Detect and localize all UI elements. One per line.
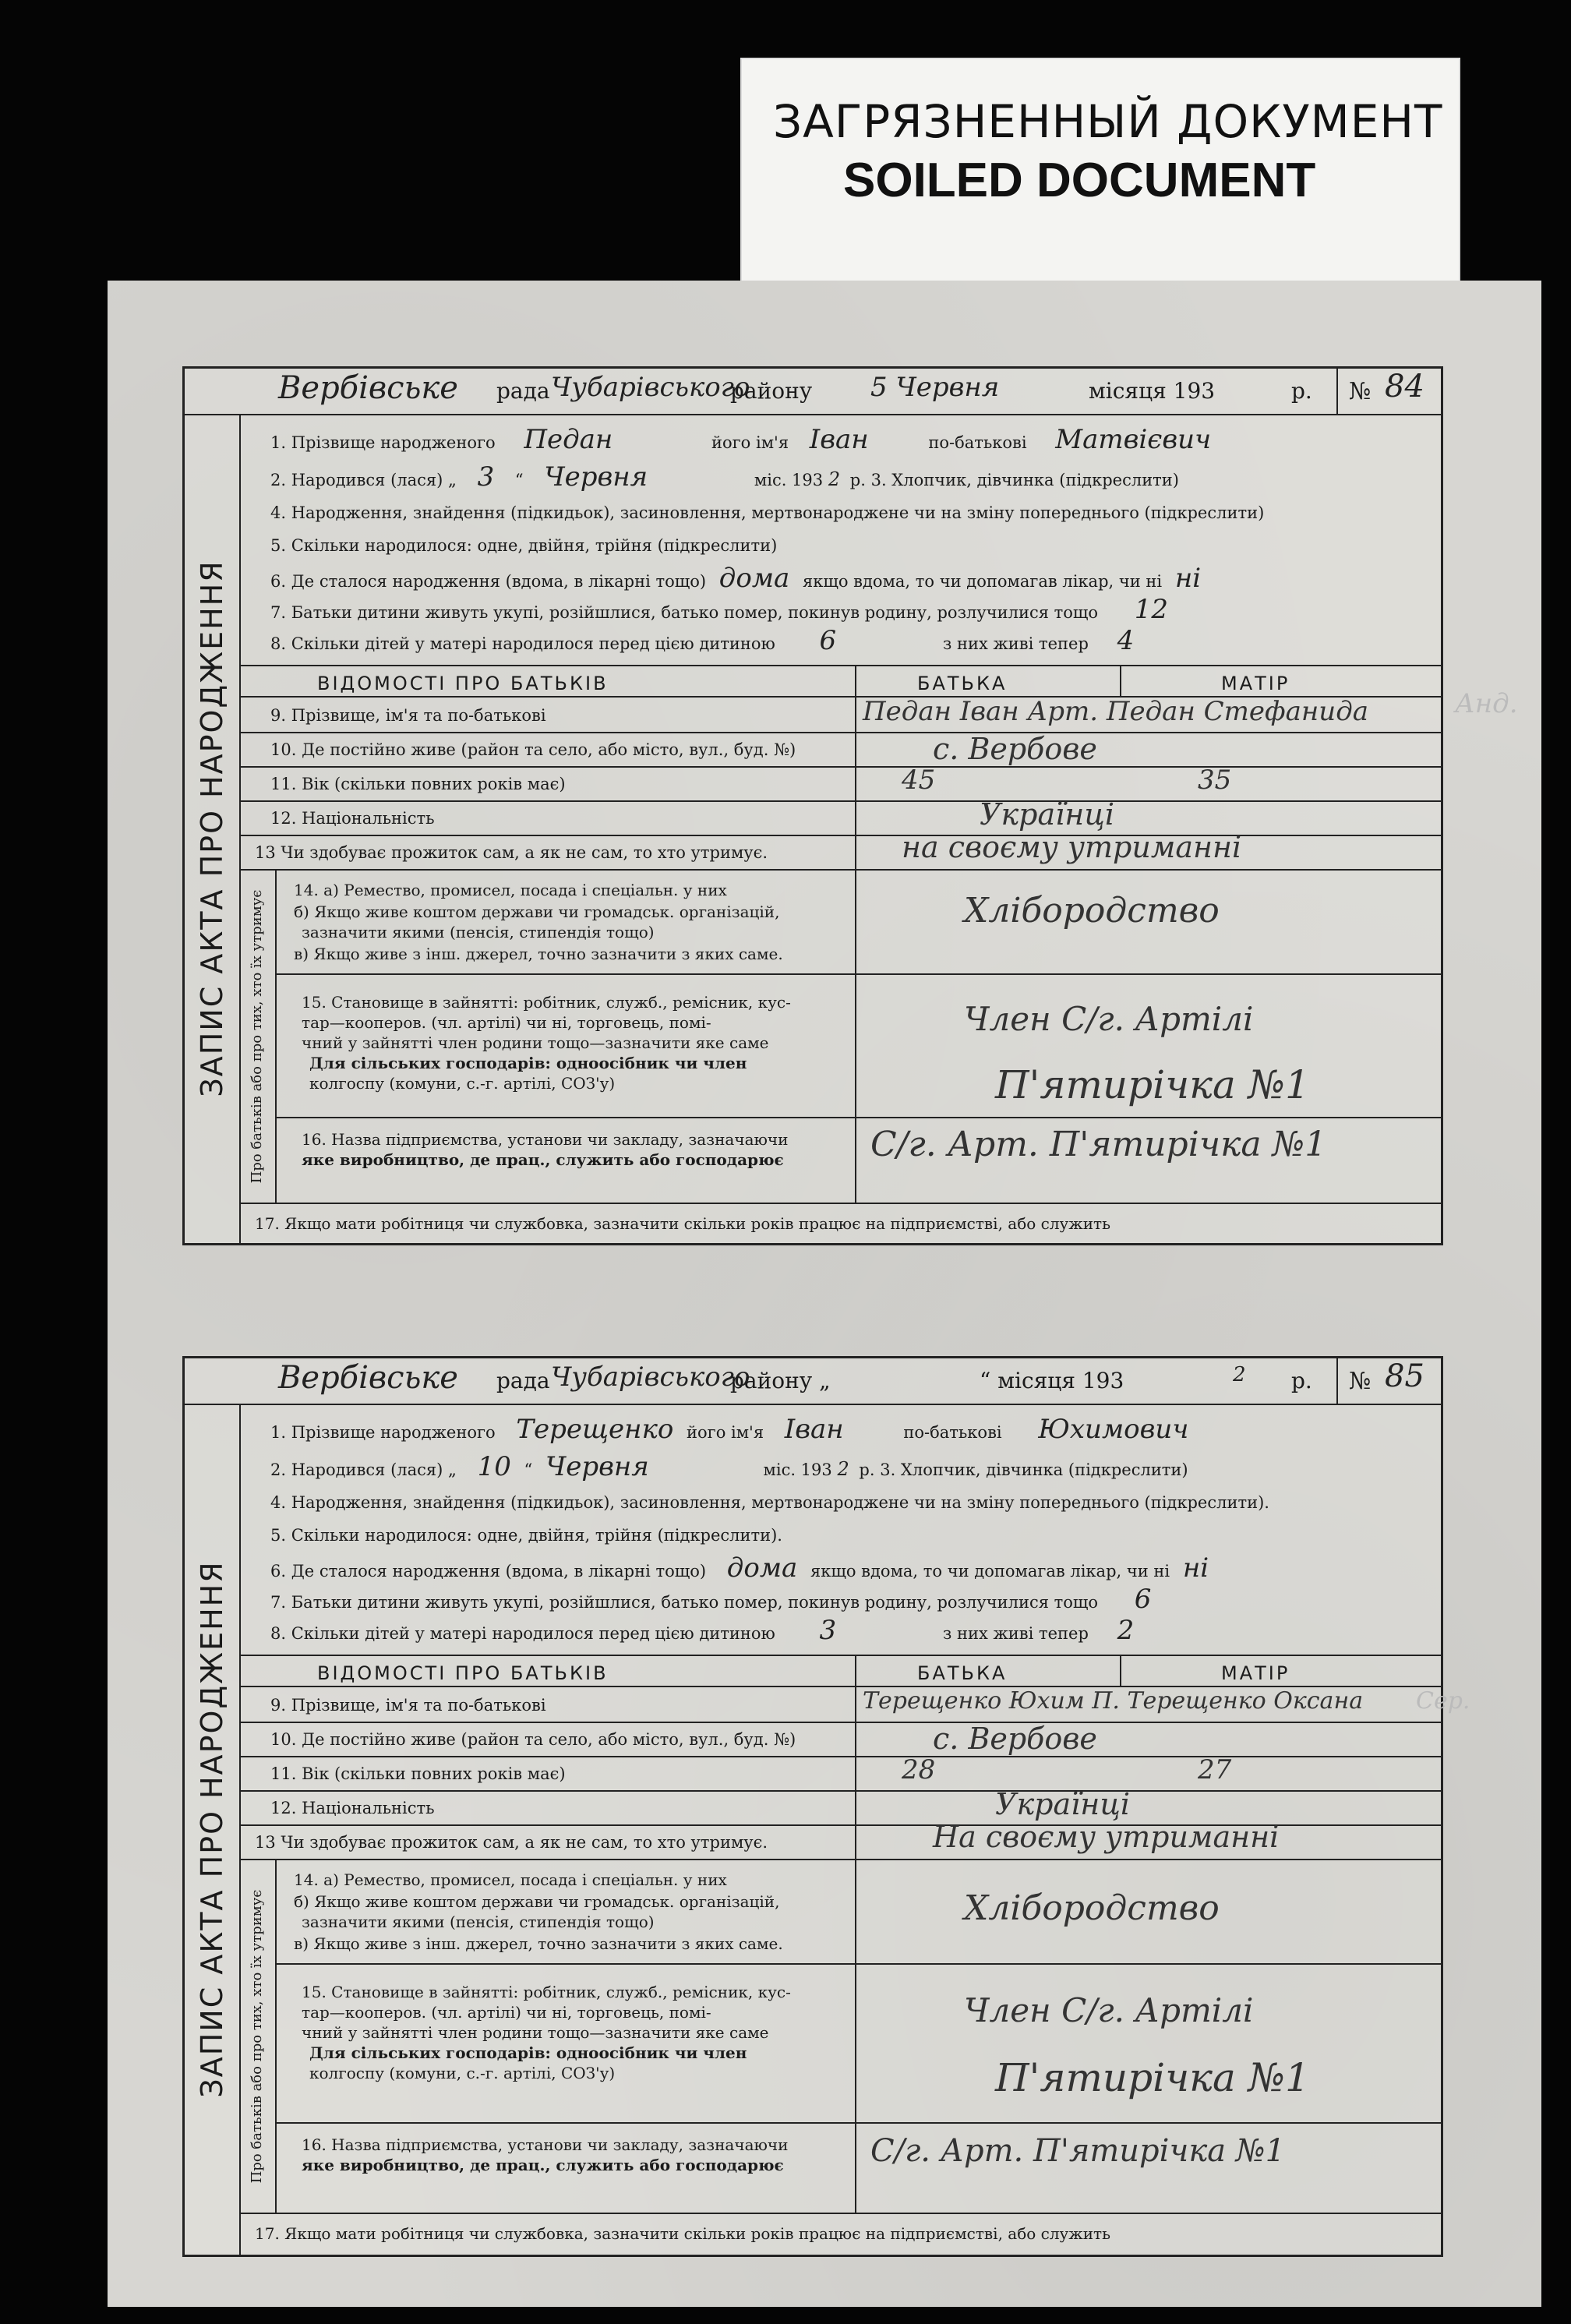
value-parents-names: Терещенко Юхим П. Терещенко Оксана xyxy=(863,1687,1364,1715)
label-children-before: 8. Скільки дітей у матері народилося перед цією дитиною xyxy=(270,1624,775,1643)
row-8 xyxy=(270,625,1135,656)
label-month: міс. 193 xyxy=(754,471,824,489)
section-divider xyxy=(239,665,1441,666)
row-15e: колгоспу (комуни, с.-г. артілі, СОЗ'у) xyxy=(309,1074,616,1093)
parents-subsidebar xyxy=(239,869,277,1204)
row-1 xyxy=(270,1414,1189,1445)
birth-record-85 xyxy=(182,1356,1470,2257)
rada-value: Вербівське xyxy=(278,1360,458,1396)
number-value: 85 xyxy=(1385,1358,1424,1394)
label-place: 6. Де сталося народження (вдома, в лікарні тощо) xyxy=(270,1562,707,1581)
row-line xyxy=(239,869,1441,871)
value-employment-2: П'ятирічка №1 xyxy=(995,2055,1310,2100)
day-value: 5 Червня xyxy=(870,372,1000,403)
value-month: Червня xyxy=(544,461,648,493)
value-alive-now: 4 xyxy=(1117,625,1135,656)
row-14a: 14. а) Ремество, промисел, посада і спеціальн. у них xyxy=(294,881,727,899)
value-alive-now: 2 xyxy=(1117,1615,1135,1646)
value-year: 2 xyxy=(828,468,841,490)
value-doctor: ні xyxy=(1174,563,1202,594)
label-doctor: якщо вдома, то чи допомагав лікар, чи ні xyxy=(802,572,1163,591)
value-surname: Терещенко xyxy=(516,1414,674,1445)
row-line xyxy=(239,766,1441,768)
row-1 xyxy=(270,424,1212,455)
value-day: 10 xyxy=(477,1451,511,1482)
value-parents-names-overflow: Анд. xyxy=(1455,688,1518,719)
row-line xyxy=(239,835,1441,836)
value-nationality: Українці xyxy=(980,797,1114,832)
row-14a: 14. а) Ремество, промисел, посада і спеціальн. у них xyxy=(294,1870,727,1889)
value-month: Червня xyxy=(545,1451,649,1482)
row-line xyxy=(275,1117,1441,1118)
stamp-english-text: SOILED DOCUMENT xyxy=(843,154,1316,207)
row-line xyxy=(275,973,1441,975)
district-label: району xyxy=(730,378,813,404)
row-line xyxy=(275,2122,1441,2124)
row-15e: колгоспу (комуни, с.-г. артілі, СОЗ'у) xyxy=(309,2064,616,2082)
label-surname: 1. Прізвище народженого xyxy=(270,1423,496,1442)
record-sidebar xyxy=(185,1404,241,2255)
row-15d: Для сільських господарів: одноосібник чи член xyxy=(309,2043,747,2062)
month-label: місяця 193 xyxy=(1089,378,1216,404)
value-parents-names: Педан Іван Арт. Педан Стефанида xyxy=(863,696,1369,727)
rada-value: Вербівське xyxy=(278,370,458,406)
rada-label: рада xyxy=(496,1368,550,1393)
row-14c: в) Якщо живе з інш. джерел, точно зазначити з яких саме. xyxy=(294,945,783,963)
label-doctor: якщо вдома, то чи допомагав лікар, чи ні xyxy=(810,1562,1170,1581)
row-2 xyxy=(270,1451,1188,1482)
row-line xyxy=(275,1963,1441,1965)
value-mother-age: 27 xyxy=(1198,1754,1232,1785)
value-father-age: 28 xyxy=(902,1754,936,1785)
row-9: 9. Прізвище, ім'я та по-батькові xyxy=(270,1696,546,1715)
year-value: 2 xyxy=(1233,1363,1246,1386)
value-residence: с. Вербове xyxy=(933,732,1097,766)
value-name: Іван xyxy=(784,1414,844,1445)
record-header xyxy=(185,369,1441,415)
value-children-before: 6 xyxy=(819,625,837,656)
row-line xyxy=(239,1203,1441,1204)
value-occupation: Хлібородство xyxy=(964,1888,1220,1928)
row-11: 11. Вік (скільки повних років має) xyxy=(270,1764,566,1783)
value-employment-1: Член С/г. Артілі xyxy=(964,1000,1254,1038)
stamp-russian-text: ЗАГРЯЗНЕННЫЙ ДОКУМЕНТ xyxy=(773,95,1443,148)
value-place: дома xyxy=(726,1552,798,1584)
row-15a: 15. Становище в зайнятті: робітник, служб., ремісник, кус- xyxy=(302,1983,791,2001)
value-children-before: 3 xyxy=(819,1615,837,1646)
mother-column-line xyxy=(1120,1655,1121,1686)
value-nationality: Українці xyxy=(995,1787,1130,1821)
row-5: 5. Скільки народилося: одне, двійня, трійня (підкреслити) xyxy=(270,536,778,555)
year-suffix: р. xyxy=(1291,378,1312,404)
parents-header: ВІДОМОСТІ ПРО БАТЬКІВ xyxy=(317,1662,609,1684)
row-line xyxy=(239,732,1441,733)
rada-label: рада xyxy=(496,378,550,404)
row-16a: 16. Назва підприємства, установи чи закладу, зазначаючи xyxy=(302,2135,789,2154)
value-patronymic: Юхимович xyxy=(1038,1414,1189,1445)
value-parents-together: 6 xyxy=(1134,1584,1152,1615)
row-11: 11. Вік (скільки повних років має) xyxy=(270,775,566,793)
value-doctor: ні xyxy=(1182,1552,1209,1584)
row-9: 9. Прізвище, ім'я та по-батькові xyxy=(270,706,546,725)
father-column-line xyxy=(855,1655,856,2214)
value-year: 2 xyxy=(837,1458,849,1480)
label-name: його ім'я xyxy=(687,1423,764,1442)
row-14b: б) Якщо живе коштом держави чи громадськ. організацій, xyxy=(294,902,780,921)
row-17: 17. Якщо мати робітниця чи службовка, зазначити скільки років працює на підприємстві, або служить xyxy=(255,2224,1110,2243)
register-page xyxy=(108,281,1541,2307)
row-16a: 16. Назва підприємства, установи чи закладу, зазначаючи xyxy=(302,1130,789,1149)
value-surname: Педан xyxy=(524,424,613,455)
number-label: № xyxy=(1349,1368,1372,1395)
row-17: 17. Якщо мати робітниця чи службовка, зазначити скільки років працює на підприємстві, або служить xyxy=(255,1214,1110,1233)
row-6 xyxy=(270,1552,1209,1584)
label-parents-together: 7. Батьки дитини живуть укупі, розійшлися, батько помер, покинув родину, розлучилися тощо xyxy=(270,603,1099,622)
district-label: району „ xyxy=(730,1368,831,1393)
value-workplace: С/г. Арт. П'ятирічка №1 xyxy=(870,1125,1327,1164)
label-quote: “ xyxy=(524,1460,533,1479)
row-15b: тар—кооперов. (чл. артілі) чи ні, торговець, помі- xyxy=(302,2003,711,2022)
row-15c: чний у зайнятті член родини тощо—зазначити яке саме xyxy=(302,1033,769,1052)
row-14b2: зазначити якими (пенсія, стипендія тощо) xyxy=(302,1913,655,1931)
row-15c: чний у зайнятті член родини тощо—зазначити яке саме xyxy=(302,2023,769,2042)
value-place: дома xyxy=(718,563,790,594)
row-14b2: зазначити якими (пенсія, стипендія тощо) xyxy=(302,923,655,941)
label-patronymic: по-батькові xyxy=(903,1423,1002,1442)
value-parents-together: 12 xyxy=(1134,594,1169,625)
row-16b: яке виробництво, де прац., служить або господарює xyxy=(302,1150,784,1169)
row-16b: яке виробництво, де прац., служить або господарює xyxy=(302,2156,784,2174)
value-workplace: С/г. Арт. П'ятирічка №1 xyxy=(870,2133,1286,2169)
section-divider xyxy=(239,1655,1441,1656)
record-number xyxy=(1336,1358,1441,1404)
birth-record-84 xyxy=(182,366,1518,1245)
number-value: 84 xyxy=(1385,369,1424,404)
label-surname: 1. Прізвище народженого xyxy=(270,433,496,452)
mother-header: МАТІР xyxy=(1221,1662,1290,1684)
district-value: Чубарівського xyxy=(551,1362,750,1393)
row-13: 13 Чи здобуває прожиток сам, а як не сам, то хто утримує. xyxy=(255,1833,768,1852)
mother-column-line xyxy=(1120,665,1121,696)
row-15a: 15. Становище в зайнятті: робітник, служб., ремісник, кус- xyxy=(302,993,791,1012)
soiled-document-stamp xyxy=(742,59,1459,293)
row-6 xyxy=(270,563,1202,594)
father-header: БАТЬКА xyxy=(917,1662,1008,1684)
value-occupation: Хлібородство xyxy=(964,891,1220,931)
year-suffix: р. xyxy=(1291,1368,1312,1393)
row-12: 12. Національність xyxy=(270,809,435,828)
value-day: 3 xyxy=(477,461,495,493)
label-born: 2. Народився (лася) „ xyxy=(270,471,457,489)
record-number xyxy=(1336,369,1441,414)
month-label: “ місяця 193 xyxy=(980,1368,1124,1393)
row-5: 5. Скільки народилося: одне, двійня, трійня (підкреслити). xyxy=(270,1526,782,1545)
label-parents-together: 7. Батьки дитини живуть укупі, розійшлися, батько помер, покинув родину, розлучилися тощо xyxy=(270,1593,1099,1612)
value-father-age: 45 xyxy=(902,765,936,796)
label-name: його ім'я xyxy=(711,433,789,452)
value-employment-1: Член С/г. Артілі xyxy=(964,1991,1254,2029)
row-12: 12. Національність xyxy=(270,1799,435,1817)
value-support: на своєму утриманні xyxy=(902,830,1242,864)
label-place: 6. Де сталося народження (вдома, в лікарні тощо) xyxy=(270,572,707,591)
parents-header: ВІДОМОСТІ ПРО БАТЬКІВ xyxy=(317,673,609,694)
row-10: 10. Де постійно живе (район та село, або місто, вул., буд. №) xyxy=(270,1730,796,1749)
row-2 xyxy=(270,461,1179,493)
sidebar-title: ЗАПИС АКТА ПРО НАРОДЖЕННЯ xyxy=(195,560,229,1097)
row-14b: б) Якщо живе коштом держави чи громадськ. організацій, xyxy=(294,1892,780,1911)
row-15d: Для сільських господарів: одноосібник чи член xyxy=(309,1054,747,1072)
record-sidebar xyxy=(185,414,241,1243)
row-8 xyxy=(270,1615,1135,1646)
value-support: На своєму утриманні xyxy=(933,1820,1280,1854)
row-10: 10. Де постійно живе (район та село, або місто, вул., буд. №) xyxy=(270,740,796,759)
row-line xyxy=(239,1756,1441,1757)
value-residence: с. Вербове xyxy=(933,1722,1097,1756)
label-quote: “ xyxy=(514,471,524,489)
label-sex: р. 3. Хлопчик, дівчинка (підкреслити) xyxy=(849,471,1179,489)
row-line xyxy=(239,1722,1441,1723)
value-parents-names-overflow: Сер. xyxy=(1416,1687,1470,1715)
row-13: 13 Чи здобуває прожиток сам, а як не сам, то хто утримує. xyxy=(255,843,768,862)
label-month: міс. 193 xyxy=(763,1460,832,1479)
label-born: 2. Народився (лася) „ xyxy=(270,1460,457,1479)
row-line xyxy=(239,1790,1441,1792)
row-4: 4. Народження, знайдення (підкидьок), засиновлення, мертвонароджене чи на зміну попереднього (підкреслити) xyxy=(270,503,1265,522)
value-mother-age: 35 xyxy=(1198,765,1232,796)
row-7 xyxy=(270,594,1169,625)
number-label: № xyxy=(1349,378,1372,405)
row-7 xyxy=(270,1584,1152,1615)
row-line xyxy=(239,2213,1441,2214)
subsidebar-text: Про батьків або про тих, хто їх утримує xyxy=(249,1889,265,2184)
label-sex: р. 3. Хлопчик, дівчинка (підкреслити) xyxy=(859,1460,1188,1479)
value-name: Іван xyxy=(809,424,869,455)
sidebar-title: ЗАПИС АКТА ПРО НАРОДЖЕННЯ xyxy=(195,1560,229,2098)
mother-header: МАТІР xyxy=(1221,673,1290,694)
label-alive-now: з них живі тепер xyxy=(942,1624,1089,1643)
label-patronymic: по-батькові xyxy=(928,433,1027,452)
parents-subsidebar xyxy=(239,1859,277,2214)
subsidebar-text: Про батьків або про тих, хто їх утримує xyxy=(249,889,265,1184)
row-4: 4. Народження, знайдення (підкидьок), засиновлення, мертвонароджене чи на зміну попереднього (підкреслити). xyxy=(270,1493,1269,1512)
row-line xyxy=(239,1859,1441,1860)
row-15b: тар—кооперов. (чл. артілі) чи ні, торговець, помі- xyxy=(302,1013,711,1032)
record-header xyxy=(185,1358,1441,1405)
father-header: БАТЬКА xyxy=(917,673,1008,694)
row-line xyxy=(239,800,1441,802)
label-children-before: 8. Скільки дітей у матері народилося перед цією дитиною xyxy=(270,634,775,653)
row-14c: в) Якщо живе з інш. джерел, точно зазначити з яких саме. xyxy=(294,1934,783,1953)
value-patronymic: Матвієвич xyxy=(1055,424,1212,455)
district-value: Чубарівського xyxy=(551,372,750,403)
label-alive-now: з них живі тепер xyxy=(942,634,1089,653)
value-employment-2: П'ятирічка №1 xyxy=(995,1062,1310,1107)
father-column-line xyxy=(855,665,856,1203)
